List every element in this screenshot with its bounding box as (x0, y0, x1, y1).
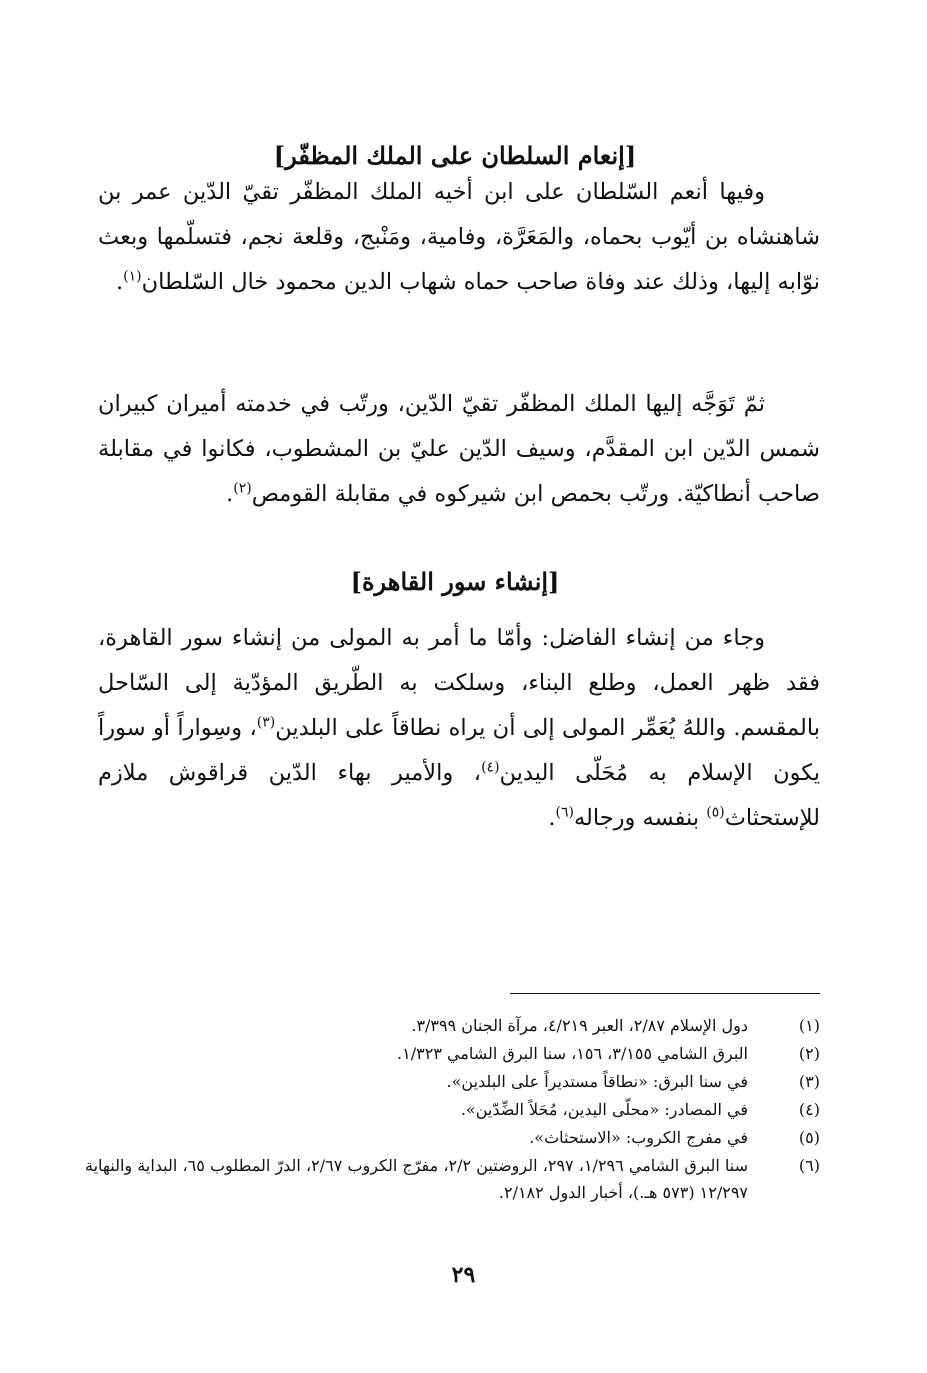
footnote-item (85, 1068, 820, 1096)
paragraph-text: ، وسِواراً أو سوراً يكون الإسلام به مُحَلّى اليدين (98, 715, 820, 786)
paragraph-cairo-wall (98, 616, 820, 841)
footnote-number: (٥) (798, 1128, 820, 1147)
footnote-number: (١) (798, 1016, 820, 1035)
footnotes-list (85, 1012, 820, 1206)
footnote-text: في سنا البرق: «نطاقاً مستديراً على البلدين». (446, 1072, 748, 1091)
paragraph-end: . (115, 269, 124, 295)
footnote-ref-5: (٥) (706, 804, 725, 821)
section-heading-cairo-wall: [إنشاء سور القاهرة] (350, 567, 560, 596)
paragraph-text: ثمّ تَوَجَّه إليها الملك المظفّر تقيّ الدّين، ورتّب في خدمته أميران كبيران شمس الدّين ابن المقدَّم، وسيف الدّين عليّ بن المشطوب، فكانوا في مقابلة صاحب أنطاكيّة. ورتّب بحمص ابن شيركوه في مقابلة القومص (98, 391, 820, 507)
footnote-number: (٣) (798, 1072, 820, 1091)
paragraph-text: وفيها أنعم السّلطان على ابن أخيه الملك المظفّر تقيّ الدّين عمر بن شاهنشاه بن أيّوب بحماه، والمَعَرَّة، وفامية، ومَنْبج، وقلعة نجم، فتسلّمها وبعث نوّابه إليها، وذلك عند وفاة صاحب حماه شهاب الدين محمود خال السّلطان (98, 179, 820, 295)
page-number: ٢٩ (451, 1262, 476, 1288)
footnote-ref-6: (٦) (555, 804, 574, 821)
footnote-ref-4: (٤) (481, 759, 500, 776)
footnote-item (85, 1096, 820, 1124)
footnote-text: البرق الشامي ٣/١٥٥، ١٥٦، سنا البرق الشامي ١/٣٢٣. (397, 1044, 748, 1063)
paragraph-sultan-grant (98, 170, 820, 305)
paragraph-text: بنفسه ورجاله (573, 805, 707, 831)
paragraph-taqi-al-din (98, 382, 820, 517)
paragraph-end: . (548, 805, 556, 831)
footnote-ref-1: (١) (123, 268, 142, 285)
footnote-item (85, 1124, 820, 1152)
footnote-item (85, 1040, 820, 1068)
section-heading-sultan-grant: [إنعام السلطان على الملك المظفّر] (273, 141, 637, 170)
paragraph-text: وجاء من إنشاء الفاضل: وأمّا ما أمر به المولى من إنشاء سور القاهرة، فقد ظهر العمل، وطلع البناء، وسلكت به الطّريق المؤدّية إلى السّاحل بالمقسم. واللهُ يُعَمِّر المولى إلى أن يراه نطاقاً على البلدين (98, 625, 820, 741)
footnote-separator (510, 993, 820, 994)
footnote-number: (٤) (798, 1100, 820, 1119)
footnote-ref-3: (٣) (256, 714, 276, 731)
footnote-text: في المصادر: «محلّى اليدين، مُحَلاً الضِّدّين». (460, 1100, 748, 1119)
footnote-number: (٢) (798, 1044, 820, 1063)
footnote-text: سنا البرق الشامي ١/٢٩٦، ٢٩٧، الروضتين ٢/٢، مفرّج الكروب ٢/٦٧، الدرّ المطلوب ٦٥، البداية والنهاية ١٢/٢٩٧ (٥٧٣ هـ.)، أخبار الدول ٢/١٨٢. (85, 1156, 749, 1202)
paragraph-end: . (226, 481, 234, 507)
footnote-ref-2: (٢) (233, 480, 252, 497)
footnote-number: (٦) (798, 1156, 820, 1175)
footnote-item (85, 1152, 820, 1206)
footnote-item (85, 1012, 820, 1040)
footnote-text: في مفرج الكروب: «الاستحثاث». (529, 1128, 748, 1147)
footnote-text: دول الإسلام ٢/٨٧، العبر ٤/٢١٩، مرآة الجنان ٣/٣٩٩. (411, 1016, 748, 1035)
paragraph-text: ، والأمير بهاء الدّين قراقوش ملازم للإستحثاث (98, 760, 820, 831)
